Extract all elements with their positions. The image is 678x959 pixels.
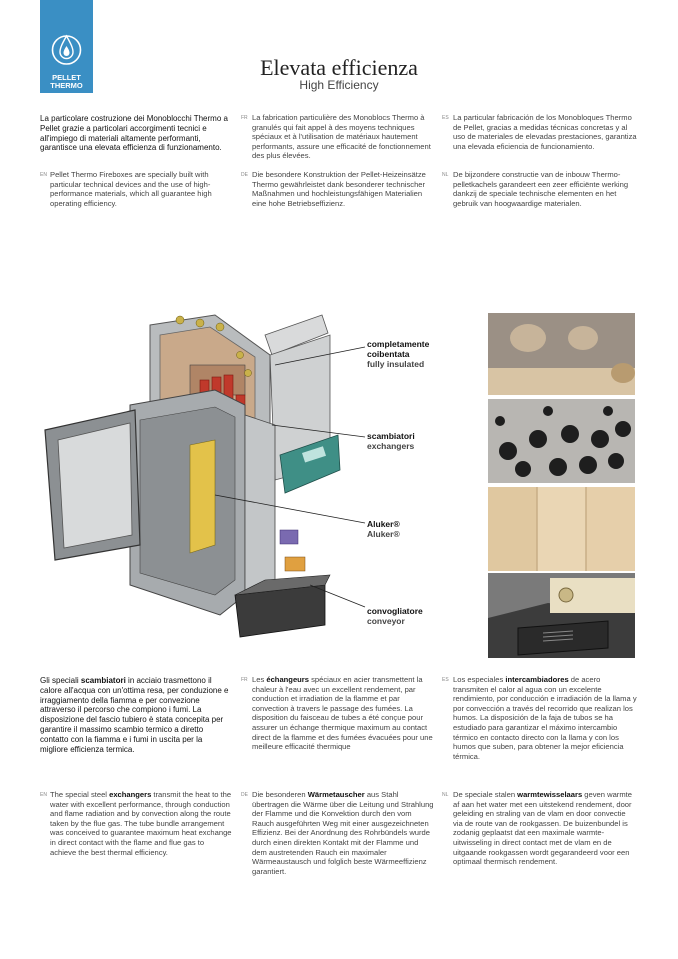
photo-insulation bbox=[488, 313, 635, 395]
photo-conveyor bbox=[488, 573, 635, 658]
exchangers-es-bold: intercambiadores bbox=[505, 675, 569, 684]
lang-tag-de-2: DE bbox=[241, 792, 248, 798]
callout-insulated bbox=[367, 339, 447, 369]
lang-tag-es: ES bbox=[442, 115, 449, 121]
intro-es: La particular fabricación de los Monobloques Thermo de Pellet, gracias a medidas técnicas concretas y al uso de materiales de elevadas prestaciones, garantiza una elevada eficiencia de funcionamiento. bbox=[453, 113, 637, 151]
exchangers-de bbox=[252, 790, 434, 876]
exchangers-it bbox=[40, 676, 232, 754]
badge-line2: THERMO bbox=[50, 81, 83, 90]
exchangers-es-pre: Los especiales bbox=[453, 675, 506, 684]
callout-exchangers bbox=[367, 431, 415, 451]
firebox-cutaway-illustration bbox=[40, 295, 370, 640]
lang-tag-nl-2: NL bbox=[442, 792, 449, 798]
page-title: Elevata efficienza bbox=[260, 55, 418, 80]
exchangers-de-pre: Die besonderen bbox=[252, 790, 308, 799]
lang-tag-fr: FR bbox=[241, 115, 248, 121]
intro-en: Pellet Thermo Fireboxes are specially built with particular technical devices and the use of high-performance materials, which all guarantee high operating efficiency. bbox=[50, 170, 212, 208]
lang-tag-fr-2: FR bbox=[241, 677, 248, 683]
exchangers-fr-post: spéciaux en acier transmettent la chaleur à l'eau avec un excellent rendement, par conduction et irradiation de la flamme et par convection à travers le passage des fumées. La disposition du faisceau de tubes a été conçue pour assurer un échange thermique maximum au contact direct de la flamme et des fumées évacuées pour une meilleure efficacité thermique bbox=[252, 675, 433, 752]
photo-conveyor-graphic bbox=[488, 573, 635, 658]
exchangers-fr-bold: échangeurs bbox=[266, 675, 309, 684]
exchangers-de-post: aus Stahl übertragen die Wärme über die Leitung und Strahlung der Flamme und die Konvektion durch den vom Rauch ausgeführten Weg mit einer ausgezeichneten Effizienz. Bei der Anordnung des Rohrbündels wurde durch einen direkten Kontakt mit der Flamme und dem austretenden Rauch ein maximaler Wärmeaustausch und folglich beste Wärmeeffizienz garantiert. bbox=[252, 790, 434, 876]
exchangers-en-post: transmit the heat to the water with excellent performance, through conduction and flame radiation and by convection along the route taken by the flue gas. The tube bundle arrangement was conceived to guarantee maximum heat exchange in direct contact with the flame and flue gas to achieve the best thermal efficiency. bbox=[50, 790, 232, 857]
intro-fr: La fabrication particulière des Monoblocs Thermo à granulés qui fait appel à des moyens techniques spéciaux et à l'utilisation de matériaux hautement performants, assure une efficacité de fonctionnement des plus élevées. bbox=[252, 113, 431, 161]
callout-aluker bbox=[367, 519, 400, 539]
lang-tag-nl: NL bbox=[442, 172, 449, 178]
photo-exchangers-graphic bbox=[488, 399, 635, 483]
exchangers-it-bold: scambiatori bbox=[80, 676, 126, 685]
exchangers-fr bbox=[252, 675, 434, 752]
exchangers-en-bold: exchangers bbox=[109, 790, 152, 799]
exchangers-nl-post: geven warmte af aan het water met een uitstekend rendement, door geleiding en straling van de vlam en door convectie via de route van de rookgassen. De buizenbundel is zodanig geplaatst dat een maximale warmte-uitwisseling in direct contact met de vlam en de uitgaande rookgassen wordt gegarandeerd voor een optimaal thermisch rendement. bbox=[453, 790, 632, 867]
intro-nl: De bijzondere constructie van de inbouw Thermo-pelletkachels garandeert een zeer efficiënte werking dankzij de speciale technische elementen en het gebruik van hoogwaardige materialen. bbox=[453, 170, 629, 208]
exchangers-nl-pre: De speciale stalen bbox=[453, 790, 518, 799]
exchangers-it-post: in acciaio trasmettono il calore all'acqua con un'ottima resa, per conduzione e irraggiamento della fiamma e per convezione attraverso il percorso che compiono i fumi. La disposizione del fascio tubiero è stata concepita per garantire il massimo scambio termico a diretto contatto con la fiamma e i fumi in uscita per la migliore efficienza termica. bbox=[40, 676, 229, 754]
photo-aluker bbox=[488, 487, 635, 571]
badge-line1: PELLET bbox=[52, 73, 81, 82]
exchangers-en-pre: The special steel bbox=[50, 790, 110, 799]
intro-de: Die besondere Konstruktion der Pellet-Heizeinsätze Thermo gewährleistet dank besonderer technischer Maßnahmen und hochleistungsfähigen Materialien eine hohe Betriebseffizienz. bbox=[252, 170, 426, 208]
callout-insulated-it: completamente coibentata bbox=[367, 339, 430, 359]
page-subtitle: High Efficiency bbox=[299, 78, 379, 92]
callout-exchangers-it: scambiatori bbox=[367, 431, 415, 441]
exchangers-de-bold: Wärmetauscher bbox=[307, 790, 365, 799]
exchangers-es-post: de acero transmiten el calor al agua con un excelente rendimiento, por conducción e irradiación de la llama y por convección a través del recorrido que realizan los humos. La disposición de la faja de tubos se ha estudiado para garantizar el máximo intercambio térmico en contacto directo con la llama y con los humos que suben, para obtener la mejor eficiencia térmica. bbox=[453, 675, 637, 761]
photo-insulation-graphic bbox=[488, 313, 635, 395]
lang-tag-en: EN bbox=[40, 172, 47, 178]
exchangers-es bbox=[453, 675, 637, 761]
callout-aluker-en: Aluker® bbox=[367, 529, 400, 539]
callout-aluker-it: Aluker® bbox=[367, 519, 400, 529]
photo-aluker-graphic bbox=[488, 487, 635, 571]
exchangers-nl-bold: warmtewisselaars bbox=[517, 790, 583, 799]
lang-tag-de: DE bbox=[241, 172, 248, 178]
lang-tag-en-2: EN bbox=[40, 792, 47, 798]
exchangers-fr-pre: Les bbox=[252, 675, 267, 684]
callout-conveyor-it: convogliatore bbox=[367, 606, 423, 616]
callout-conveyor bbox=[367, 606, 423, 626]
callout-exchangers-en: exchangers bbox=[367, 441, 415, 451]
exchangers-en bbox=[50, 790, 232, 857]
callout-conveyor-en: conveyor bbox=[367, 616, 405, 626]
photo-exchangers bbox=[488, 399, 635, 483]
exchangers-nl bbox=[453, 790, 637, 867]
lang-tag-es-2: ES bbox=[442, 677, 449, 683]
exchangers-it-pre: Gli speciali bbox=[40, 676, 81, 685]
callout-insulated-en: fully insulated bbox=[367, 359, 425, 369]
intro-it: La particolare costruzione dei Monoblocchi Thermo a Pellet grazie a particolari accorgimenti tecnici e all'impiego di materiali altamente performanti, garantisce una elevata efficienza di funzionamento. bbox=[40, 114, 228, 153]
